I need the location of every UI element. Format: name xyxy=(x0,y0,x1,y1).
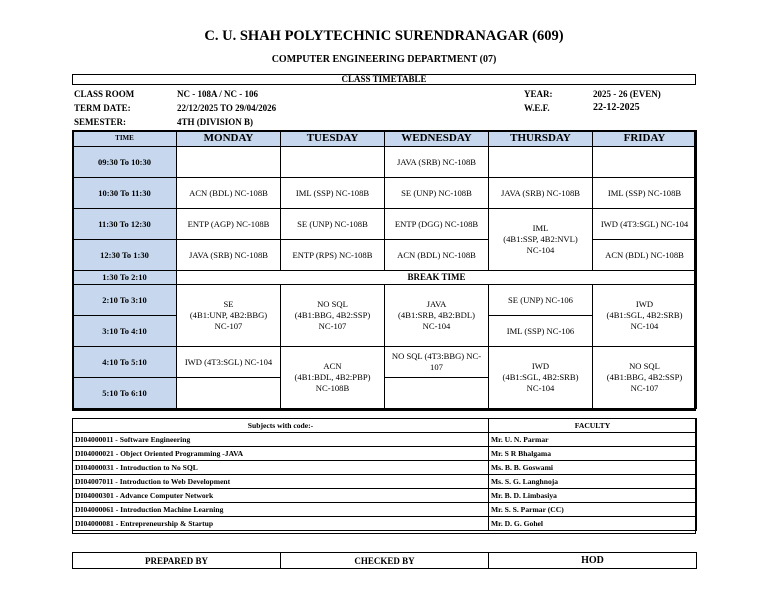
subjects-table xyxy=(72,418,697,531)
slot-line: NC-104 xyxy=(630,321,659,331)
slot-line: JAVA xyxy=(426,299,447,309)
slot-empty xyxy=(177,147,281,178)
slot-thu-210: SE (UNP) NC-106 xyxy=(489,285,593,316)
slot-tue-1230: ENTP (RPS) NC-108B xyxy=(281,240,385,271)
subject-name: DI04000301 - Advance Computer Network xyxy=(73,489,489,503)
slot-line: NC-104 xyxy=(422,321,451,331)
slot-tue-410 xyxy=(281,347,385,409)
slot-line: SE xyxy=(223,299,234,309)
slot-fri-410 xyxy=(593,347,697,409)
header-time: TIME xyxy=(73,131,177,147)
slot-line: NC-107 xyxy=(318,321,347,331)
time-slot: 10:30 To 11:30 xyxy=(73,178,177,209)
slot-line: NC-107 xyxy=(630,383,659,393)
prepared-by: PREPARED BY xyxy=(73,553,281,569)
slot-fri-1130: IWD (4T3:SGL) NC-104 xyxy=(593,209,697,240)
slot-line: (4B1:SRB, 4B2:BDL) xyxy=(398,310,475,320)
department-title: COMPUTER ENGINEERING DEPARTMENT (07) xyxy=(271,54,497,65)
time-slot: 11:30 To 12:30 xyxy=(73,209,177,240)
hod: HOD xyxy=(489,553,697,569)
time-slot: 5:10 To 6:10 xyxy=(73,378,177,409)
slot-tue-1030: IML (SSP) NC-108B xyxy=(281,178,385,209)
header-wednesday: WEDNESDAY xyxy=(385,131,489,147)
slot-line: (4B1:BBG, 4B2:SSP) xyxy=(606,372,683,382)
slot-empty xyxy=(385,378,489,409)
semester-label: SEMESTER: xyxy=(74,117,127,127)
faculty-name: Mr. D. G. Gohel xyxy=(489,517,697,531)
slot-fri-1230: ACN (BDL) NC-108B xyxy=(593,240,697,271)
slot-line: (4B1:BBG, 4B2:SSP) xyxy=(294,310,371,320)
slot-line: (4B1:SGL, 4B2:SRB) xyxy=(606,310,683,320)
slot-line: (4B1:SSP, 4B2:NVL) xyxy=(503,234,578,244)
slot-wed-0930: JAVA (SRB) NC-108B xyxy=(385,147,489,178)
slot-empty xyxy=(489,147,593,178)
faculty-name: Mr. S. S. Parmar (CC) xyxy=(489,503,697,517)
slot-thu-1130 xyxy=(489,209,593,271)
slot-fri-210 xyxy=(593,285,697,347)
header-tuesday: TUESDAY xyxy=(281,131,385,147)
faculty-name: Ms. B. B. Goswami xyxy=(489,461,697,475)
class-room-value: NC - 108A / NC - 106 xyxy=(177,89,258,99)
slot-line: IWD xyxy=(531,361,550,371)
subject-name: DI04000031 - Introduction to No SQL xyxy=(73,461,489,475)
slot-line: ACN xyxy=(323,361,342,371)
slot-line: NO SQL xyxy=(317,299,348,309)
slot-wed-1130: ENTP (DGG) NC-108B xyxy=(385,209,489,240)
header-friday: FRIDAY xyxy=(593,131,697,147)
slot-thu-1030: JAVA (SRB) NC-108B xyxy=(489,178,593,209)
slot-line: (4B1:SGL, 4B2:SRB) xyxy=(502,372,579,382)
wef-label: W.E.F. xyxy=(524,103,550,113)
semester-value: 4TH (DIVISION B) xyxy=(177,117,254,127)
slot-tue-1130: SE (UNP) NC-108B xyxy=(281,209,385,240)
slot-wed-210 xyxy=(385,285,489,347)
faculty-header: FACULTY xyxy=(489,419,697,433)
subject-name: DI04000061 - Introduction Machine Learning xyxy=(73,503,489,517)
term-date-label: TERM DATE: xyxy=(74,103,131,113)
subject-row xyxy=(73,489,697,503)
term-date-value: 22/12/2025 TO 29/04/2026 xyxy=(177,103,277,113)
slot-wed-1030: SE (UNP) NC-108B xyxy=(385,178,489,209)
time-slot: 2:10 To 3:10 xyxy=(73,285,177,316)
subject-row xyxy=(73,475,697,489)
slot-empty xyxy=(593,147,697,178)
college-title: C. U. SHAH POLYTECHNIC SURENDRANAGAR (609) xyxy=(204,28,564,44)
slot-line: NC-104 xyxy=(526,383,555,393)
class-room-label: CLASS ROOM xyxy=(74,89,135,99)
time-slot: 09:30 To 10:30 xyxy=(73,147,177,178)
checked-by: CHECKED BY xyxy=(281,553,489,569)
subjects-header: Subjects with code:- xyxy=(73,419,489,433)
subject-row xyxy=(73,433,697,447)
wef-value: 22-12-2025 xyxy=(593,102,640,113)
subject-name: DI04000081 - Entrepreneurship & Startup xyxy=(73,517,489,531)
header-thursday: THURSDAY xyxy=(489,131,593,147)
slot-line: IWD xyxy=(635,299,654,309)
subject-row xyxy=(73,447,697,461)
faculty-name: Mr. B. D. Limbasiya xyxy=(489,489,697,503)
time-slot: 3:10 To 4:10 xyxy=(73,316,177,347)
slot-tue-210 xyxy=(281,285,385,347)
slot-mon-210 xyxy=(177,285,281,347)
faculty-name: Ms. S. G. Langhnoja xyxy=(489,475,697,489)
slot-line: NC-107 xyxy=(214,321,243,331)
year-value: 2025 - 26 (EVEN) xyxy=(593,89,661,99)
subject-row xyxy=(73,503,697,517)
slot-mon-1130: ENTP (AGP) NC-108B xyxy=(177,209,281,240)
subject-name: DI04000011 - Software Engineering xyxy=(73,433,489,447)
time-slot-break: 1:30 To 2:10 xyxy=(73,271,177,285)
slot-wed-410: NO SQL (4T3:BBG) NC-107 xyxy=(385,347,489,378)
header-monday: MONDAY xyxy=(177,131,281,147)
slot-fri-1030: IML (SSP) NC-108B xyxy=(593,178,697,209)
slot-wed-1230: ACN (BDL) NC-108B xyxy=(385,240,489,271)
break-time: BREAK TIME xyxy=(177,271,697,285)
slot-line: (4B1:UNP, 4B2:BBG) xyxy=(189,310,268,320)
subject-row xyxy=(73,461,697,475)
timetable-grid xyxy=(72,130,697,409)
slot-line: IML xyxy=(532,223,549,233)
slot-line: NO SQL xyxy=(629,361,660,371)
slot-mon-1230: JAVA (SRB) NC-108B xyxy=(177,240,281,271)
year-label: YEAR: xyxy=(524,89,553,99)
slot-thu-310: IML (SSP) NC-106 xyxy=(489,316,593,347)
slot-thu-410 xyxy=(489,347,593,409)
faculty-name: Mr. S R Bhalgama xyxy=(489,447,697,461)
slot-line: (4B1:BDL, 4B2:PBP) xyxy=(294,372,371,382)
slot-line: NC-104 xyxy=(526,245,555,255)
subject-row xyxy=(73,517,697,531)
slot-mon-1030: ACN (BDL) NC-108B xyxy=(177,178,281,209)
time-slot: 12:30 To 1:30 xyxy=(73,240,177,271)
subject-name: DI04007011 - Introduction to Web Development xyxy=(73,475,489,489)
timetable-label: CLASS TIMETABLE xyxy=(72,74,696,85)
slot-empty xyxy=(177,378,281,409)
faculty-name: Mr. U. N. Parmar xyxy=(489,433,697,447)
slot-line: NC-108B xyxy=(315,383,350,393)
time-slot: 4:10 To 5:10 xyxy=(73,347,177,378)
signature-row xyxy=(72,552,697,569)
slot-empty xyxy=(281,147,385,178)
slot-mon-410: IWD (4T3:SGL) NC-104 xyxy=(177,347,281,378)
subject-name: DI04000021 - Object Oriented Programming -JAVA xyxy=(73,447,489,461)
